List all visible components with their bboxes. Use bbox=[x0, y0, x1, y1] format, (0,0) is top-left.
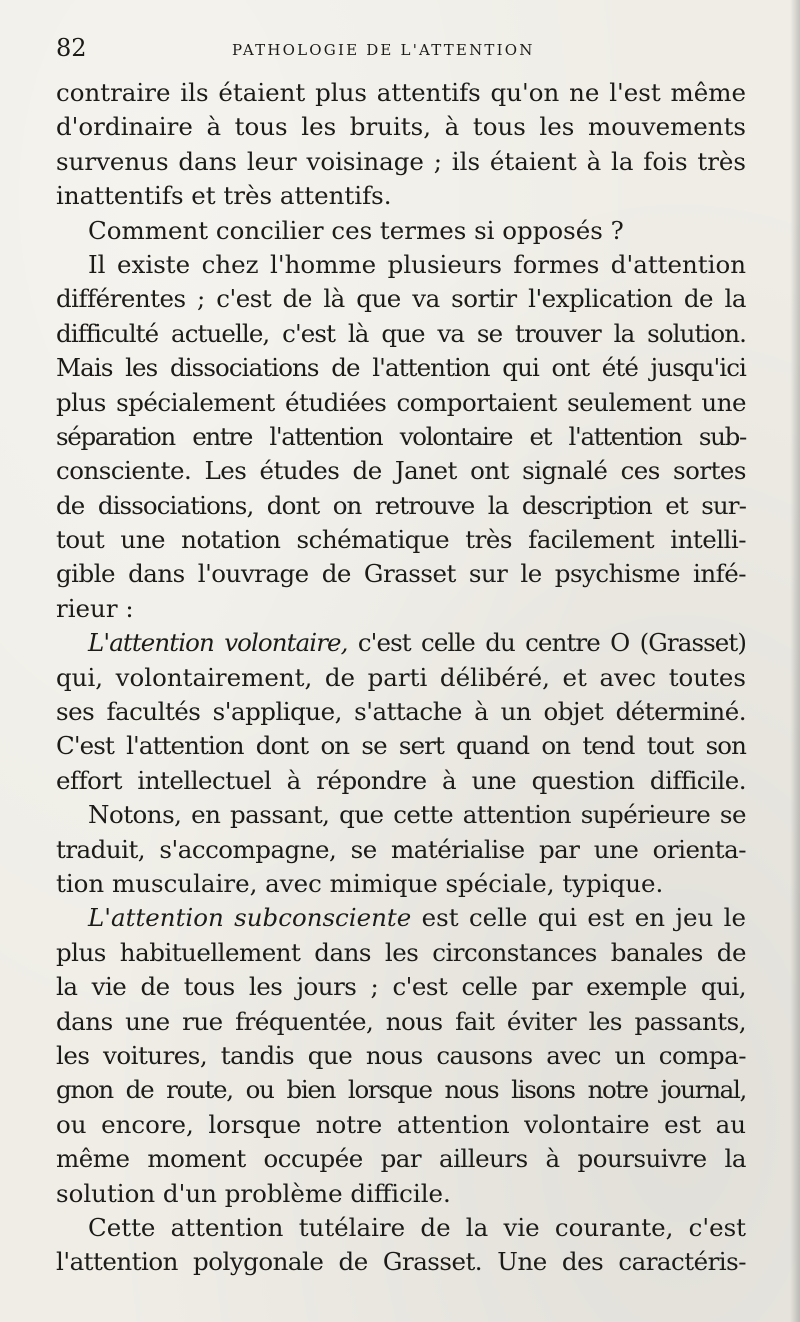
page-header bbox=[56, 34, 746, 62]
text-line: plus spécialement étudiées comportaient seulement une bbox=[56, 387, 746, 417]
text-line: gnon de route, ou bien lorsque nous lisons notre journal, bbox=[56, 1075, 746, 1105]
text-line: ou encore, lorsque notre attention volontaire est au bbox=[56, 1109, 746, 1139]
italic-term: L'attention volontaire, bbox=[88, 628, 348, 658]
text-line: traduit, s'accompagne, se matérialise par une orienta- bbox=[56, 834, 746, 864]
text-line: ses facultés s'applique, s'attache à un objet déterminé. bbox=[56, 697, 746, 727]
text-line: rieur : bbox=[56, 593, 134, 623]
text-line: la vie de tous les jours ; c'est celle par exemple qui, bbox=[56, 972, 746, 1002]
text-line: plus habituellement dans les circonstances banales de bbox=[56, 937, 746, 967]
text-line: Mais les dissociations de l'attention qui ont été jusqu'ici bbox=[56, 353, 746, 383]
text-line: gible dans l'ouvrage de Grasset sur le psychisme infé- bbox=[56, 559, 746, 589]
text-line: effort intellectuel à répondre à une question difficile. bbox=[56, 765, 746, 795]
running-title: PATHOLOGIE DE L'ATTENTION bbox=[232, 41, 535, 59]
text-line: l'attention polygonale de Grasset. Une des caractéris- bbox=[56, 1247, 746, 1277]
text-line bbox=[56, 626, 746, 660]
text-line bbox=[56, 901, 746, 935]
text-line: Il existe chez l'homme plusieurs formes d'attention bbox=[88, 249, 746, 279]
text-line: C'est l'attention dont on se sert quand on tend tout son bbox=[56, 731, 746, 761]
text-line: Notons, en passant, que cette attention supérieure se bbox=[88, 800, 746, 830]
page-edge-shadow bbox=[790, 0, 800, 1322]
page-number: 82 bbox=[56, 34, 87, 62]
text-line: différentes ; c'est de là que va sortir l'explication de la bbox=[56, 284, 746, 314]
text-line: d'ordinaire à tous les bruits, à tous les mouvements bbox=[56, 112, 746, 142]
italic-term: L'attention subconsciente bbox=[88, 903, 412, 933]
text-line: solution d'un problème difficile. bbox=[56, 1178, 451, 1208]
text-line: séparation entre l'attention volontaire et l'attention sub- bbox=[56, 421, 746, 451]
text-fragment: c'est celle du centre O (Grasset) bbox=[347, 628, 747, 658]
text-line: inattentifs et très attentifs. bbox=[56, 181, 392, 211]
text-line: de dissociations, dont on retrouve la description et sur- bbox=[56, 490, 746, 520]
text-line: difficulté actuelle, c'est là que va se trouver la solution. bbox=[56, 318, 746, 348]
text-line: qui, volontairement, de parti délibéré, et avec toutes bbox=[56, 662, 746, 692]
text-line: les voitures, tandis que nous causons avec un compa- bbox=[56, 1040, 746, 1070]
text-line: contraire ils étaient plus attentifs qu'on ne l'est même bbox=[56, 78, 746, 107]
text-line: Cette attention tutélaire de la vie courante, c'est bbox=[88, 1212, 746, 1242]
text-line: tout une notation schématique très facilement intelli- bbox=[56, 525, 746, 555]
text-line: consciente. Les études de Janet ont signalé ces sortes bbox=[56, 456, 746, 486]
text-line: tion musculaire, avec mimique spéciale, typique. bbox=[56, 868, 664, 898]
text-line: survenus dans leur voisinage ; ils étaient à la fois très bbox=[56, 146, 746, 176]
body-text bbox=[56, 76, 746, 1280]
text-line: dans une rue fréquentée, nous fait éviter les passants, bbox=[56, 1006, 746, 1036]
text-line: même moment occupée par ailleurs à poursuivre la bbox=[56, 1144, 746, 1174]
text-fragment: est celle qui est en jeu le bbox=[411, 903, 746, 933]
text-line: Comment concilier ces termes si opposés ? bbox=[88, 215, 624, 245]
